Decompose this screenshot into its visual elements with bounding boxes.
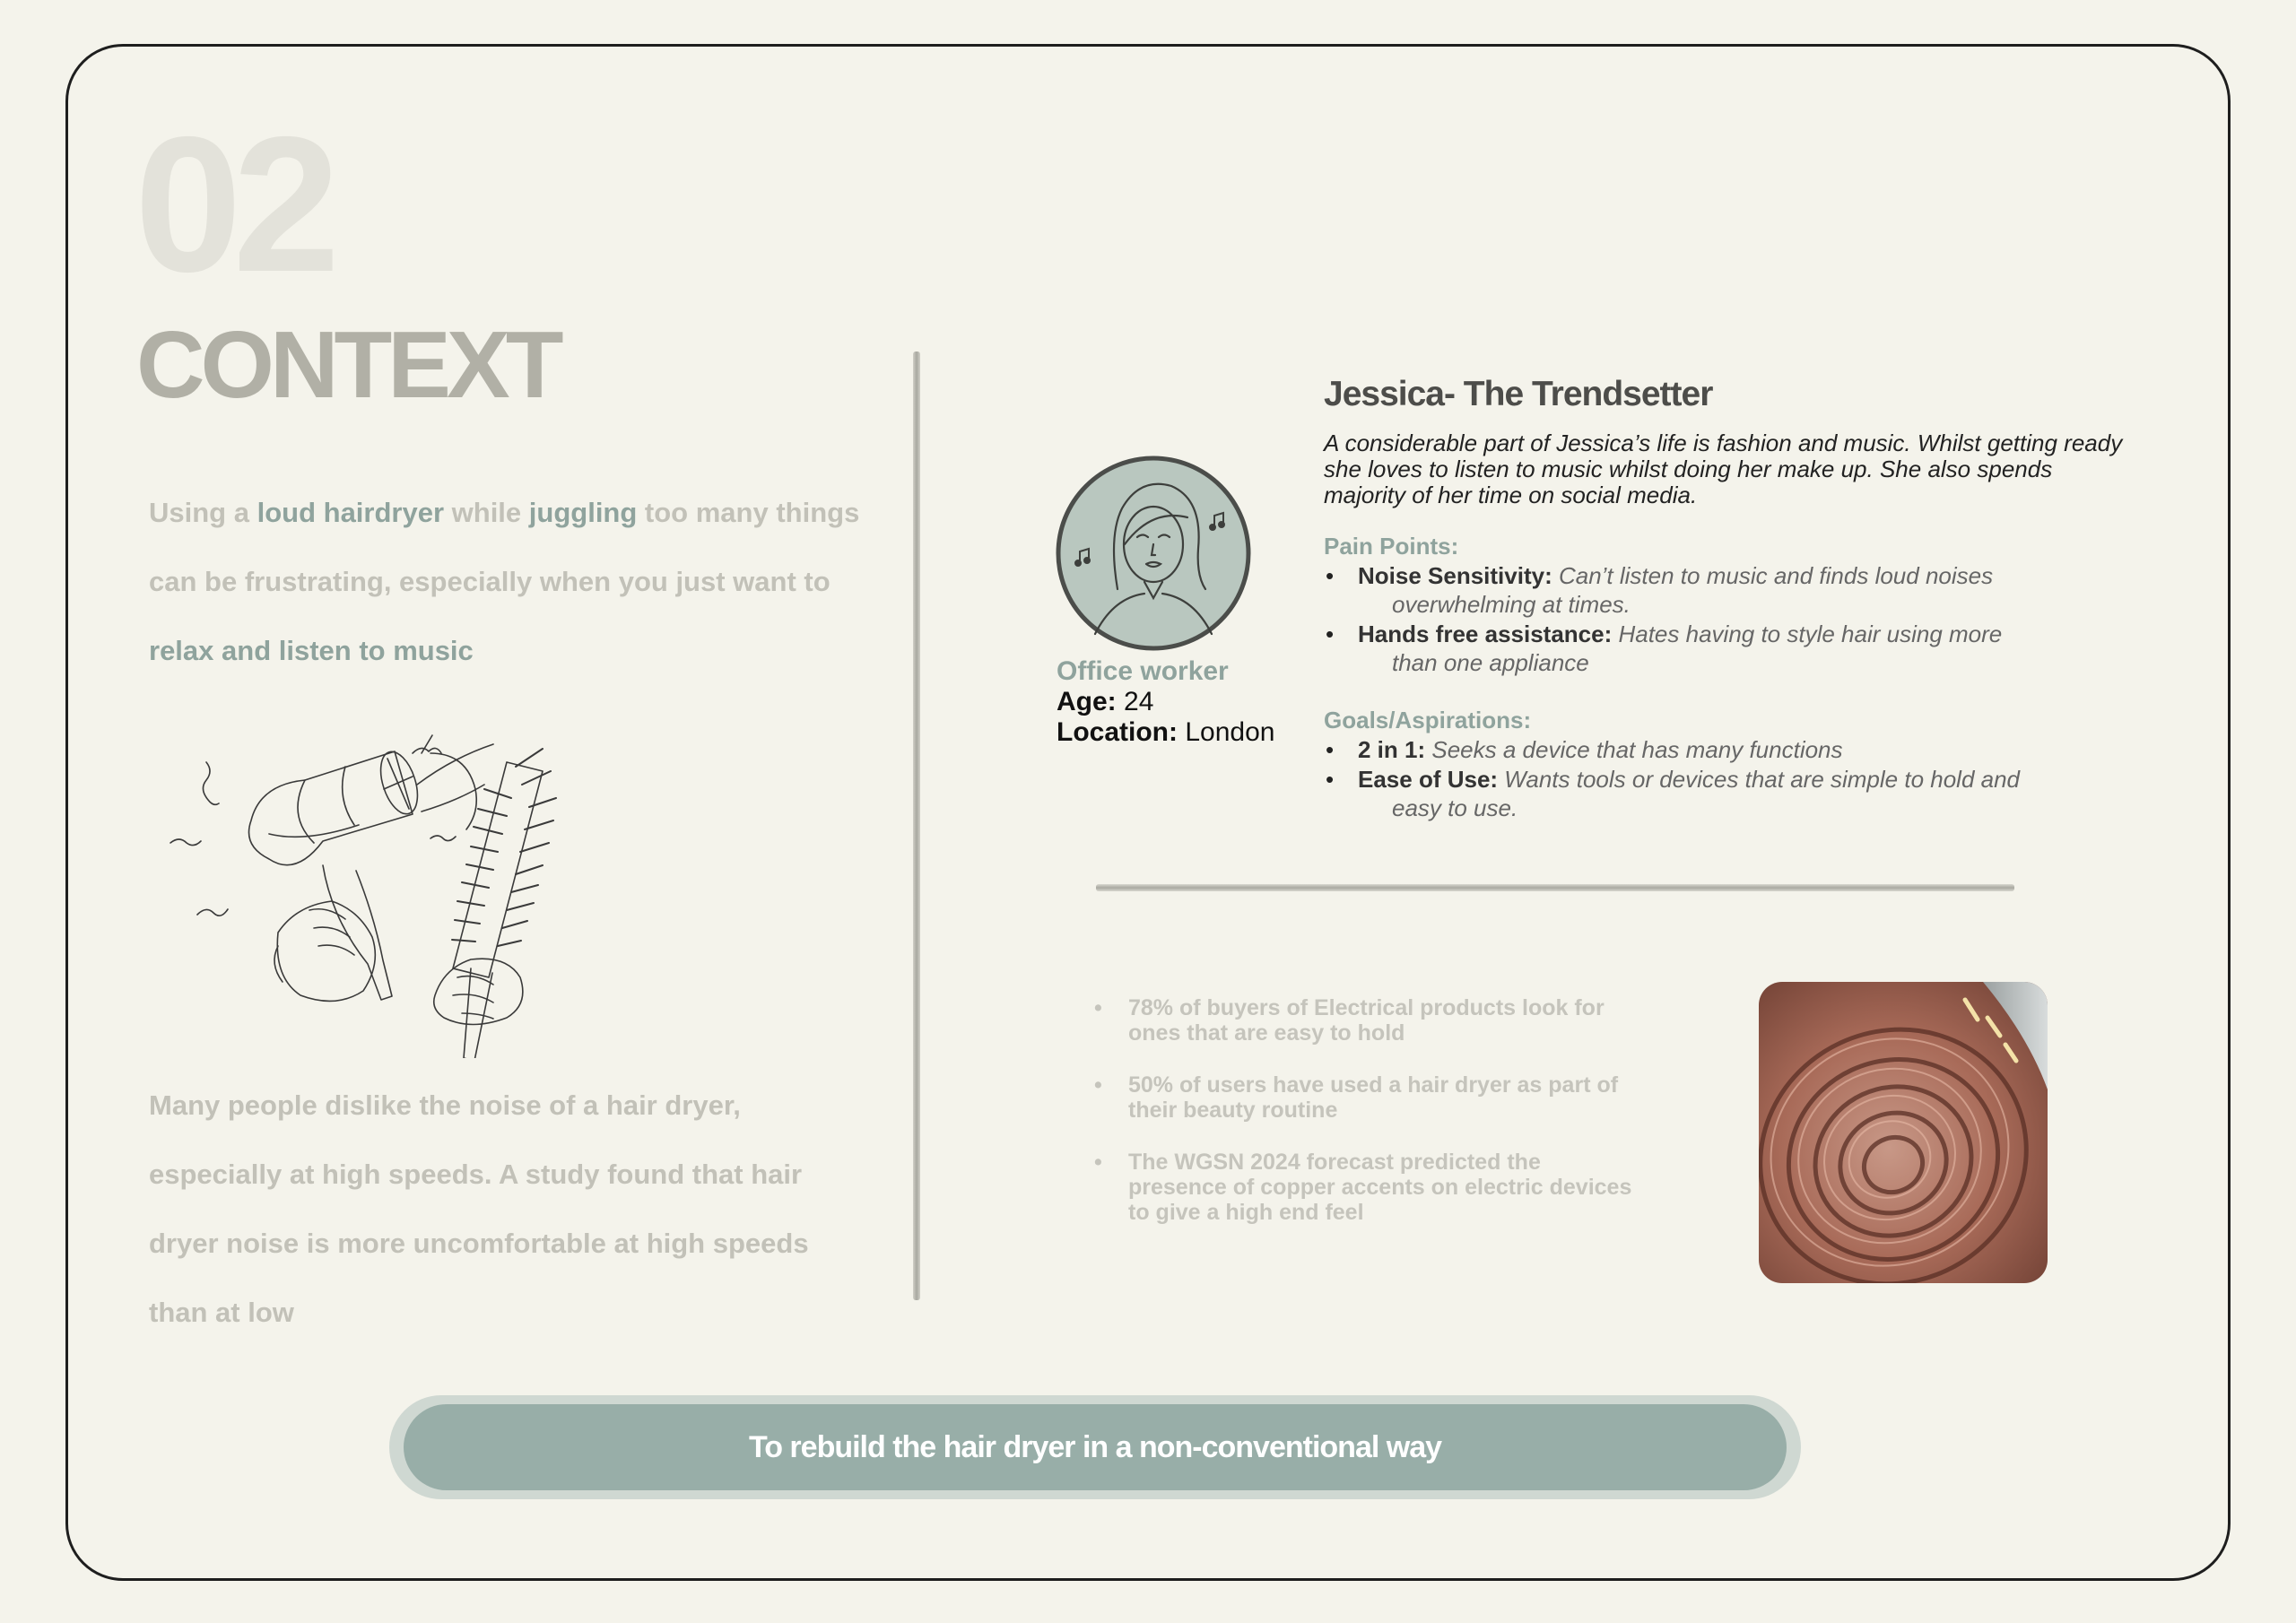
intro-text: while xyxy=(444,497,529,528)
intro-highlight-loud-hairdryer: loud hairdryer xyxy=(257,497,445,528)
pain-point-label: Hands free assistance: xyxy=(1358,621,1613,647)
persona-age-value: 24 xyxy=(1116,687,1154,716)
persona-age-label: Age: xyxy=(1057,687,1117,716)
persona-age xyxy=(1057,687,1153,717)
intro-text: Using a xyxy=(149,497,257,528)
persona-location-value: London xyxy=(1178,717,1275,747)
bullet: • xyxy=(1326,562,1335,589)
goals-list xyxy=(1324,735,2113,823)
copper-texture-photo xyxy=(1759,982,2048,1283)
hairdryer-illustration xyxy=(152,699,637,1058)
stat-item xyxy=(1094,1150,1632,1225)
list-item xyxy=(1324,735,2113,764)
section-number: 02 xyxy=(135,96,332,312)
list-item xyxy=(1324,765,2113,822)
pain-point-text-continued: overwhelming at times. xyxy=(1392,591,1631,618)
section-title: CONTEXT xyxy=(136,312,560,418)
bullet: • xyxy=(1094,1072,1102,1098)
pain-point-text: Hates having to style hair using more xyxy=(1612,621,2003,647)
persona-name: Jessica- The Trendsetter xyxy=(1324,375,1713,413)
intro-highlight-juggling: juggling xyxy=(528,497,638,528)
goal-text-continued: easy to use. xyxy=(1392,794,1518,821)
bullet: • xyxy=(1326,621,1335,647)
intro-paragraph xyxy=(149,478,866,685)
persona-role: Office worker xyxy=(1057,656,1229,686)
horizontal-divider xyxy=(1096,884,2014,891)
persona-avatar xyxy=(1055,455,1252,652)
bullet: • xyxy=(1094,995,1102,1020)
list-item xyxy=(1324,561,2113,619)
stat-item xyxy=(1094,995,1632,1046)
pain-points-list xyxy=(1324,561,2113,678)
pain-point-text-continued: than one appliance xyxy=(1392,649,1589,676)
noise-study-paragraph: Many people dislike the noise of a hair dryer, especially at high speeds. A study found that hair dryer noise is more uncomfortable at high speeds than at low xyxy=(149,1089,809,1328)
stat-item xyxy=(1094,1072,1632,1123)
goals-heading: Goals/Aspirations: xyxy=(1324,707,1532,733)
pain-point-label: Noise Sensitivity: xyxy=(1358,562,1552,589)
stat-text: The WGSN 2024 forecast predicted the presence of copper accents on electric devices to give a high end feel xyxy=(1128,1150,1632,1225)
project-goal-button[interactable]: To rebuild the hair dryer in a non-conventional way xyxy=(404,1404,1787,1490)
goal-label: Ease of Use: xyxy=(1358,766,1499,793)
persona-location-label: Location: xyxy=(1057,717,1178,747)
bullet: • xyxy=(1094,1150,1102,1175)
cta-container xyxy=(389,1395,1801,1499)
pain-point-text: Can’t listen to music and finds loud noises xyxy=(1552,562,1994,589)
bullet: • xyxy=(1326,766,1335,793)
persona-bio: A considerable part of Jessica’s life is fashion and music. Whilst getting ready she loves to listen to music whilst doing her make up. She also spends majority of her time on social media. xyxy=(1324,430,2123,508)
intro-text: too many things can be frustrating, especially when you just want to xyxy=(149,497,860,597)
persona-location xyxy=(1057,717,1274,748)
bullet: • xyxy=(1326,736,1335,763)
list-item xyxy=(1324,620,2113,677)
vertical-divider xyxy=(913,352,920,1300)
stats-list xyxy=(1094,995,1632,1252)
goal-text: Seeks a device that has many functions xyxy=(1425,736,1843,763)
goal-text: Wants tools or devices that are simple to hold and xyxy=(1498,766,2021,793)
intro-highlight-relax: relax and listen to music xyxy=(149,635,474,666)
pain-points-heading: Pain Points: xyxy=(1324,533,1459,560)
goal-label: 2 in 1: xyxy=(1358,736,1426,763)
stat-text: 78% of buyers of Electrical products look for ones that are easy to hold xyxy=(1128,995,1605,1046)
stat-text: 50% of users have used a hair dryer as part of their beauty routine xyxy=(1128,1072,1619,1123)
